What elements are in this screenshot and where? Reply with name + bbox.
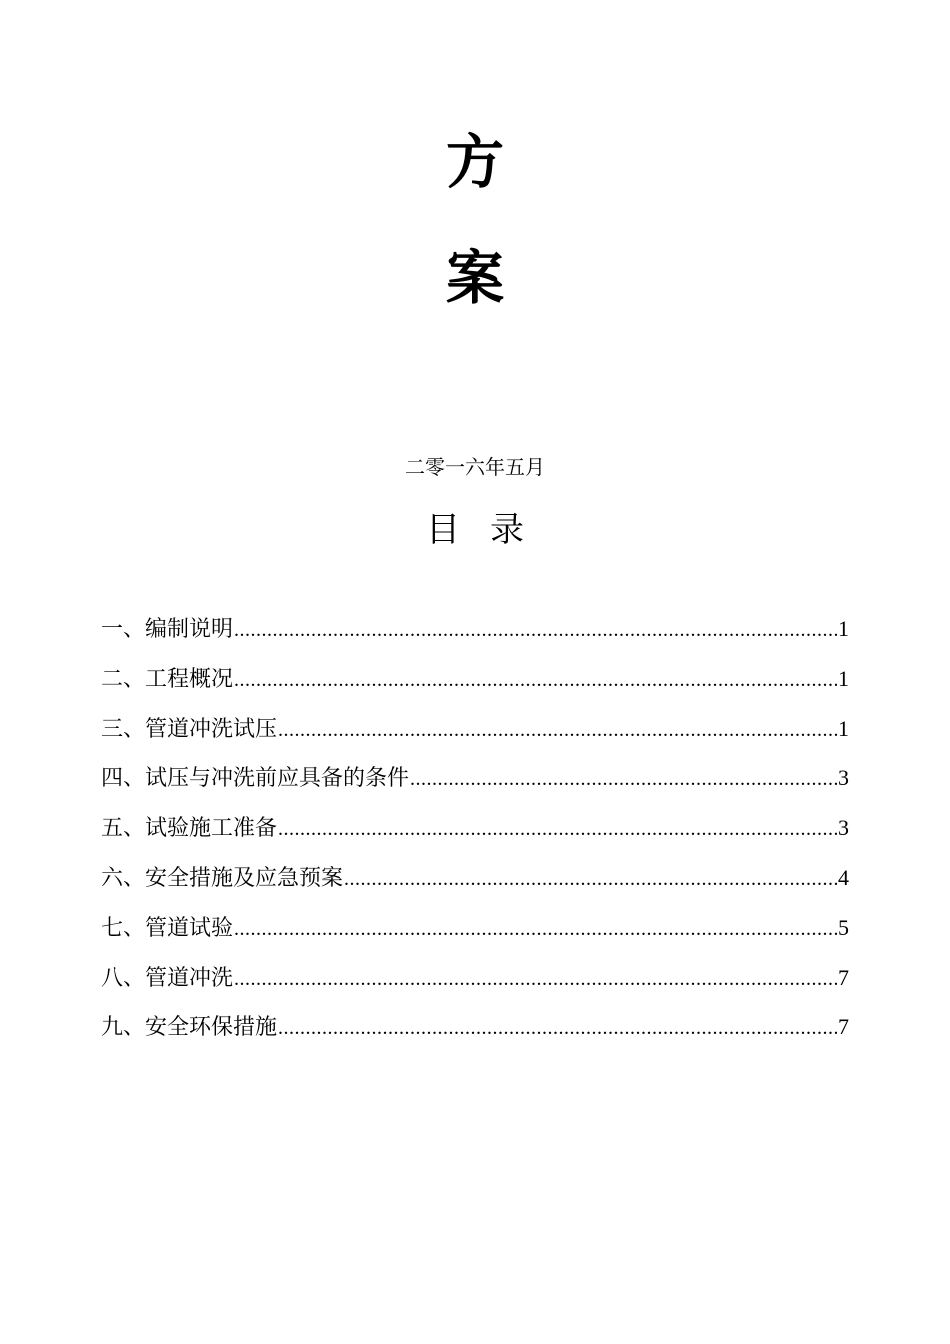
toc-heading: 目录 (426, 510, 554, 550)
toc-item-title: 管道冲洗 (145, 965, 234, 991)
toc-item[interactable] (101, 910, 849, 960)
toc-item[interactable] (101, 760, 849, 810)
toc-item-number: 三、 (101, 716, 146, 742)
toc-item[interactable] (101, 860, 849, 910)
toc-item-page: 1 (838, 715, 849, 741)
toc-item-title: 安全措施及应急预案 (145, 865, 344, 891)
toc-item[interactable] (101, 661, 849, 711)
toc-item-page: 7 (838, 964, 849, 990)
toc-item-page: 3 (838, 815, 849, 841)
toc-item[interactable] (101, 711, 849, 761)
toc-item-title: 试验施工准备 (145, 816, 278, 842)
toc-item-title: 编制说明 (145, 617, 234, 642)
toc-item-page: 1 (838, 665, 849, 691)
toc-item-title: 试压与冲洗前应具备的条件 (145, 766, 410, 792)
toc-item-number: 八、 (101, 965, 146, 991)
toc-item-page: 5 (838, 914, 849, 940)
toc-item-number: 四、 (101, 766, 146, 792)
toc-item-number: 一、 (101, 617, 146, 642)
toc-item-page: 1 (838, 616, 849, 641)
toc-item[interactable] (101, 1009, 849, 1059)
toc-dot-leader (344, 861, 837, 897)
toc-item-title: 工程概况 (145, 666, 234, 692)
toc-item-title: 安全环保措施 (145, 1015, 278, 1041)
toc-item-title: 管道试验 (145, 915, 234, 941)
toc-dot-leader (278, 811, 837, 847)
toc-item-page: 7 (838, 1014, 849, 1040)
toc-item-page: 4 (838, 864, 849, 890)
toc-dot-leader (278, 1010, 837, 1046)
title-char-an: 案 (445, 244, 504, 312)
table-of-contents (101, 611, 849, 1059)
toc-item[interactable] (101, 810, 849, 860)
toc-item-page: 3 (838, 765, 849, 791)
toc-item-number: 五、 (101, 816, 146, 842)
toc-dot-leader (234, 911, 837, 947)
toc-item-number: 六、 (101, 865, 146, 891)
toc-item-title: 管道冲洗试压 (145, 716, 278, 742)
toc-dot-leader (278, 712, 837, 748)
toc-dot-leader (234, 961, 837, 997)
toc-dot-leader (234, 662, 837, 698)
toc-dot-leader (410, 761, 837, 797)
toc-item-number: 九、 (101, 1015, 146, 1041)
document-date: 二零一六年五月 (405, 455, 545, 479)
toc-item-number: 二、 (101, 666, 146, 692)
title-char-fang: 方 (445, 128, 504, 196)
toc-item-number: 七、 (101, 915, 146, 941)
toc-dot-leader (234, 612, 837, 648)
toc-item[interactable] (101, 960, 849, 1010)
toc-item[interactable] (101, 611, 849, 661)
